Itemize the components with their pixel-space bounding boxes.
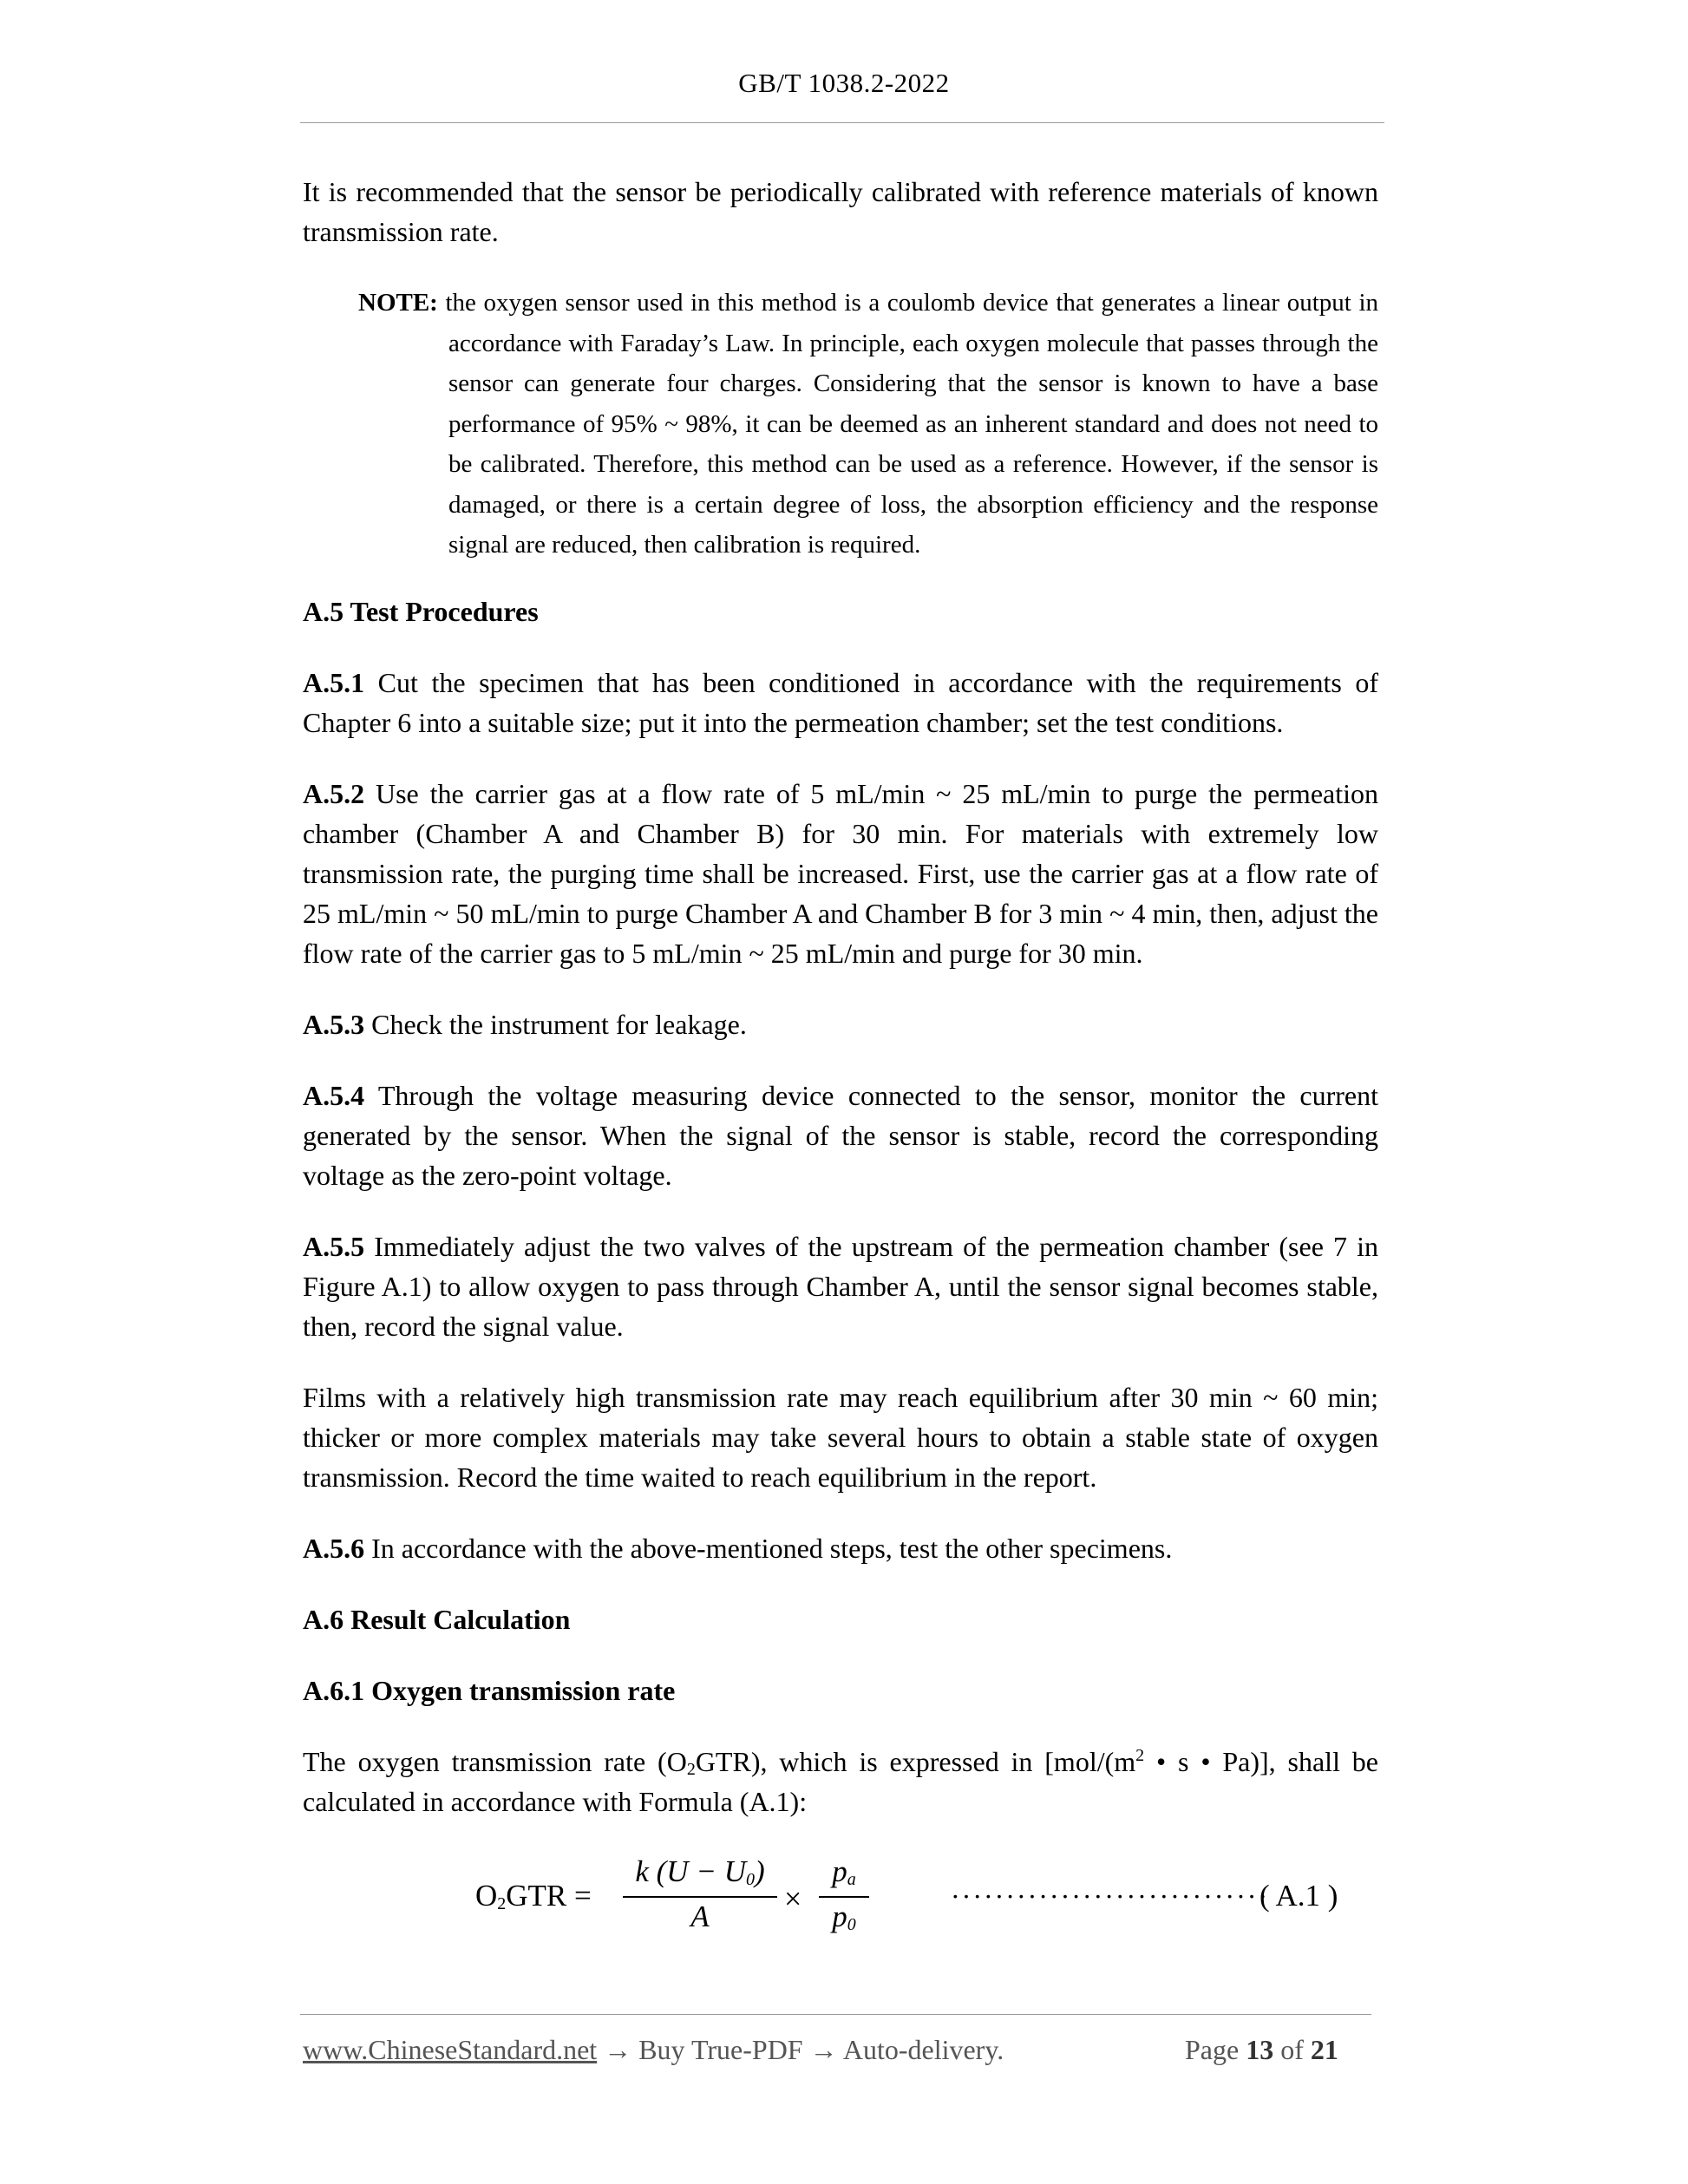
- films-paragraph: Films with a relatively high transmission rate may reach equilibrium after 30 min ~ 60 min; thicker or more complex materials may take several hours to obtain a stable state of oxygen transmission. Record the time waited to reach equilibrium in the report.: [303, 1381, 1378, 1493]
- clause-number: A.5.4: [303, 1079, 365, 1111]
- clause-number: A.5.6: [303, 1532, 365, 1564]
- fraction-numerator: [819, 1854, 869, 1893]
- intro-paragraph: It is recommended that the sensor be periodically calibrated with reference materials of known transmission rate.: [303, 176, 1378, 247]
- document-id: GB/T 1038.2-2022: [738, 68, 950, 98]
- clause-number: A.5.3: [303, 1008, 365, 1040]
- formula-symbol: k (U − U: [635, 1854, 746, 1888]
- header-divider: [300, 122, 1384, 123]
- section-heading-a61: A.6.1 Oxygen transmission rate: [303, 1674, 676, 1706]
- section-heading-a6: A.6 Result Calculation: [303, 1603, 571, 1635]
- clause-text: Through the voltage measuring device connected to the sensor, monitor the current generated by the sensor. When the signal of the sensor is stable, record the corresponding voltage as the zero-point voltage.: [303, 1079, 1379, 1191]
- fraction-denominator: [819, 1900, 869, 1938]
- formula-symbol: O: [475, 1879, 498, 1913]
- clause-a54: [303, 1076, 1378, 1195]
- formula-symbol: ): [754, 1854, 765, 1888]
- subscript: 0: [847, 1915, 856, 1934]
- promo-text: → Buy True-PDF → Auto-delivery.: [597, 2034, 1004, 2065]
- clause-text: In accordance with the above-mentioned steps, test the other specimens.: [371, 1532, 1173, 1564]
- formula-number: ( A.1 ): [1259, 1879, 1338, 1913]
- page-label: Page: [1185, 2034, 1240, 2065]
- clause-number: A.5.5: [303, 1230, 365, 1262]
- subscript: 2: [497, 1894, 507, 1913]
- clause-a56: [303, 1528, 1378, 1568]
- fraction-pressure-ratio: [819, 1854, 869, 1938]
- note-block: [358, 283, 1378, 566]
- clause-a55: [303, 1226, 1378, 1346]
- clause-a52: [303, 774, 1378, 973]
- calc-text-part: GTR), which is expressed in [mol/(m: [695, 1745, 1136, 1777]
- footer-divider: [300, 2014, 1371, 2015]
- clause-text: Check the instrument for leakage.: [371, 1008, 747, 1040]
- subscript: 0: [745, 1870, 755, 1889]
- fraction-bar: [819, 1896, 869, 1898]
- note-text: the oxygen sensor used in this method is a coulomb device that generates a linear output in accordance with Faraday’s Law. In principle, each oxygen molecule that passes through the sensor can generate four charges. Considering that the sensor is known to have a base performance of 95% ~ 98%, it can be deemed as an inherent standard and does not need to be calibrated. Therefore, this method can be used as a reference. However, if the sensor is damaged, or there is a certain degree of loss, the absorption efficiency and the response signal are reduced, then calibration is required.: [445, 289, 1379, 559]
- clause-number: A.5.2: [303, 777, 365, 809]
- page-indicator: [1185, 2034, 1338, 2066]
- footer-promo: [303, 2034, 1004, 2066]
- formula-symbol: GTR =: [506, 1879, 592, 1913]
- multiply-sign: ×: [784, 1881, 802, 1916]
- fraction-bar: [623, 1896, 777, 1898]
- clause-a51: [303, 663, 1378, 742]
- leader-dots: ·····························: [951, 1880, 1270, 1912]
- of-label: of: [1280, 2034, 1304, 2065]
- calculation-paragraph: [303, 1742, 1378, 1821]
- subscript: a: [847, 1870, 856, 1889]
- calc-text-part: The oxygen transmission rate (O: [303, 1745, 687, 1777]
- clause-text: Cut the specimen that has been conditioned in accordance with the requirements of Chapter 6 into a suitable size; put it into the permeation chamber; set the test conditions.: [303, 666, 1379, 738]
- note-label: NOTE:: [358, 289, 438, 317]
- clause-text: Immediately adjust the two valves of the upstream of the permeation chamber (see 7 in Figure A.1) to allow oxygen to pass through Chamber A, until the sensor signal becomes stable, then, record the signal value.: [303, 1230, 1379, 1342]
- site-link[interactable]: www.ChineseStandard.net: [303, 2034, 598, 2065]
- subscript: 2: [686, 1759, 696, 1779]
- clause-number: A.5.1: [303, 666, 365, 698]
- page-body: [303, 172, 1378, 1853]
- fraction-voltage-area: [623, 1854, 777, 1934]
- formula-a1: [475, 1854, 1386, 1950]
- superscript: 2: [1135, 1745, 1145, 1765]
- page-number: 13: [1246, 2034, 1274, 2065]
- formula-symbol: p: [832, 1900, 847, 1933]
- clause-text: Use the carrier gas at a flow rate of 5 mL/min ~ 25 mL/min to purge the permeation chamber (Chamber A and Chamber B) for 30 min. For materials with extremely low transmission rate, the purging time shall be increased. First, use the carrier gas at a flow rate of 25 mL/min ~ 50 mL/min to purge Chamber A and Chamber B for 3 min ~ 4 min, then, adjust the flow rate of the carrier gas to 5 mL/min ~ 25 mL/min and purge for 30 min.: [303, 777, 1379, 969]
- clause-a53: [303, 1004, 1378, 1044]
- formula-lhs: [475, 1879, 592, 1913]
- section-heading-a5: A.5 Test Procedures: [303, 595, 539, 627]
- total-pages: 21: [1310, 2034, 1338, 2065]
- fraction-denominator: A: [690, 1900, 710, 1933]
- calc-text-part: • s • Pa)], shall be calculated in accordance with Formula (A.1):: [303, 1745, 1379, 1817]
- formula-symbol: p: [832, 1854, 847, 1888]
- fraction-numerator: [623, 1854, 777, 1893]
